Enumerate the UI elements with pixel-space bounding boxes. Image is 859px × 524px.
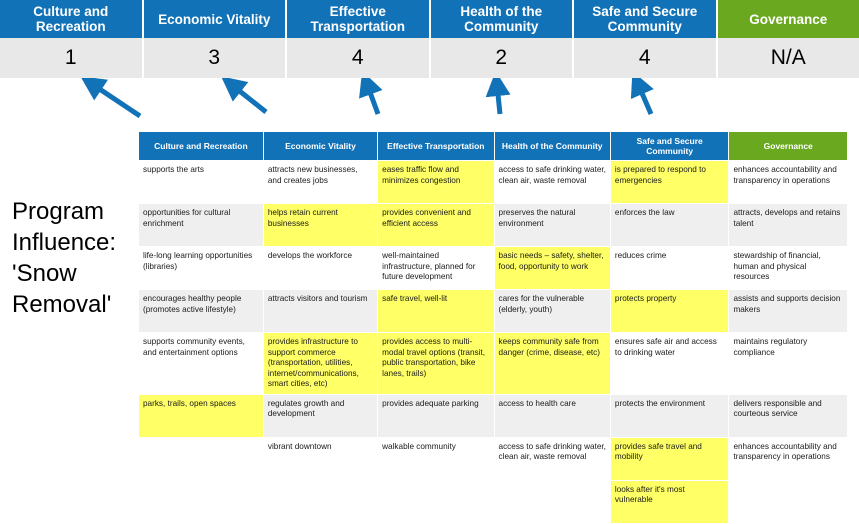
- matrix-cell: provides infrastructure to support commerce (transportation, utilities, internet/communications, smart cities, etc): [263, 333, 377, 395]
- score-safe-and-secure-community: 4: [574, 38, 718, 78]
- matrix-header-governance: Governance: [729, 132, 848, 161]
- matrix-cell: ensures safe air and access to drinking water: [610, 333, 729, 395]
- matrix-cell: regulates growth and development: [263, 394, 377, 437]
- arrow-safe-and-secure-community: [638, 84, 651, 114]
- matrix-cell: [378, 480, 494, 523]
- score-health-of-the-community: 2: [431, 38, 575, 78]
- strategic-goals-header: [0, 0, 859, 38]
- matrix-cell: enforces the law: [610, 204, 729, 247]
- matrix-cell: safe travel, well-lit: [378, 290, 494, 333]
- matrix-header-health-of-the-community: Health of the Community: [494, 132, 610, 161]
- matrix-cell: access to health care: [494, 394, 610, 437]
- matrix-cell: enhances accountability and transparency in operations: [729, 437, 848, 480]
- matrix-cell: [139, 437, 264, 480]
- table-row: [139, 290, 848, 333]
- matrix-cell: stewardship of financial, human and physical resources: [729, 247, 848, 290]
- matrix-cell: attracts new businesses, and creates jobs: [263, 161, 377, 204]
- matrix-header-economic-vitality: Economic Vitality: [263, 132, 377, 161]
- header-cell-health-of-the-community: [431, 0, 575, 38]
- matrix-cell: access to safe drinking water, clean air, waste removal: [494, 161, 610, 204]
- table-row: [139, 333, 848, 395]
- table-row: [139, 161, 848, 204]
- matrix-cell: preserves the natural environment: [494, 204, 610, 247]
- matrix-cell: cares for the vulnerable (elderly, youth): [494, 290, 610, 333]
- matrix-header-culture-and-recreation: Culture and Recreation: [139, 132, 264, 161]
- matrix-cell: walkable community: [378, 437, 494, 480]
- matrix-cell: [263, 480, 377, 523]
- matrix-cell: [729, 480, 848, 523]
- score-governance: N/A: [718, 38, 859, 78]
- score-row: [0, 38, 859, 78]
- matrix-cell: attracts, develops and retains talent: [729, 204, 848, 247]
- matrix-cell: delivers responsible and courteous service: [729, 394, 848, 437]
- matrix-cell: supports community events, and entertainment options: [139, 333, 264, 395]
- matrix-cell: opportunities for cultural enrichment: [139, 204, 264, 247]
- matrix-cell: parks, trails, open spaces: [139, 394, 264, 437]
- matrix-cell: reduces crime: [610, 247, 729, 290]
- header-label: Economic Vitality: [158, 12, 270, 27]
- arrows-svg: [0, 78, 859, 130]
- matrix-cell: keeps community safe from danger (crime, disease, etc): [494, 333, 610, 395]
- matrix-cell: assists and supports decision makers: [729, 290, 848, 333]
- arrow-culture-and-recreation: [92, 84, 140, 116]
- table-row: [139, 480, 848, 523]
- arrows-layer: [0, 78, 859, 130]
- matrix-cell: is prepared to respond to emergencies: [610, 161, 729, 204]
- header-cell-safe-and-secure-community: [574, 0, 718, 38]
- matrix-cell: develops the workforce: [263, 247, 377, 290]
- matrix-cell: basic needs – safety, shelter, food, opportunity to work: [494, 247, 610, 290]
- header-label: Effective Transportation: [291, 4, 425, 34]
- matrix-cell: [494, 480, 610, 523]
- matrix-header-row: [139, 132, 848, 161]
- matrix-cell: looks after it's most vulnerable: [610, 480, 729, 523]
- matrix-cell: supports the arts: [139, 161, 264, 204]
- score-effective-transportation: 4: [287, 38, 431, 78]
- matrix-cell: enhances accountability and transparency in operations: [729, 161, 848, 204]
- score-culture-and-recreation: 1: [0, 38, 144, 78]
- header-cell-effective-transportation: [287, 0, 431, 38]
- matrix-cell: protects property: [610, 290, 729, 333]
- program-influence-caption: Program Influence: 'Snow Removal': [12, 196, 140, 320]
- table-row: [139, 394, 848, 437]
- matrix-cell: provides adequate parking: [378, 394, 494, 437]
- header-cell-culture-and-recreation: [0, 0, 144, 38]
- matrix-cell: provides safe travel and mobility: [610, 437, 729, 480]
- matrix-cell: access to safe drinking water, clean air, waste removal: [494, 437, 610, 480]
- header-cell-governance: [718, 0, 859, 38]
- matrix-cell: maintains regulatory compliance: [729, 333, 848, 395]
- matrix-cell: [139, 480, 264, 523]
- arrow-health-of-the-community: [497, 85, 500, 114]
- table-row: [139, 247, 848, 290]
- table-row: [139, 204, 848, 247]
- matrix-cell: vibrant downtown: [263, 437, 377, 480]
- matrix-cell: protects the environment: [610, 394, 729, 437]
- matrix-cell: provides access to multi-modal travel options (transit, public transportation, bike lanes, trails): [378, 333, 494, 395]
- score-economic-vitality: 3: [144, 38, 288, 78]
- matrix-cell: encourages healthy people (promotes active lifestyle): [139, 290, 264, 333]
- header-label: Safe and Secure Community: [578, 4, 712, 34]
- header-label: Culture and Recreation: [4, 4, 138, 34]
- matrix-cell: attracts visitors and tourism: [263, 290, 377, 333]
- matrix-header-safe-and-secure-community: Safe and Secure Community: [610, 132, 729, 161]
- header-label: Governance: [749, 12, 827, 27]
- matrix-cell: life-long learning opportunities (libraries): [139, 247, 264, 290]
- matrix-cell: well-maintained infrastructure, planned for future development: [378, 247, 494, 290]
- arrow-economic-vitality: [232, 85, 266, 112]
- matrix-cell: eases traffic flow and minimizes congestion: [378, 161, 494, 204]
- matrix-cell: helps retain current businesses: [263, 204, 377, 247]
- matrix-header-effective-transportation: Effective Transportation: [378, 132, 494, 161]
- table-row: [139, 437, 848, 480]
- header-label: Health of the Community: [435, 4, 569, 34]
- arrow-effective-transportation: [367, 84, 378, 114]
- matrix-cell: provides convenient and efficient access: [378, 204, 494, 247]
- header-cell-economic-vitality: [144, 0, 288, 38]
